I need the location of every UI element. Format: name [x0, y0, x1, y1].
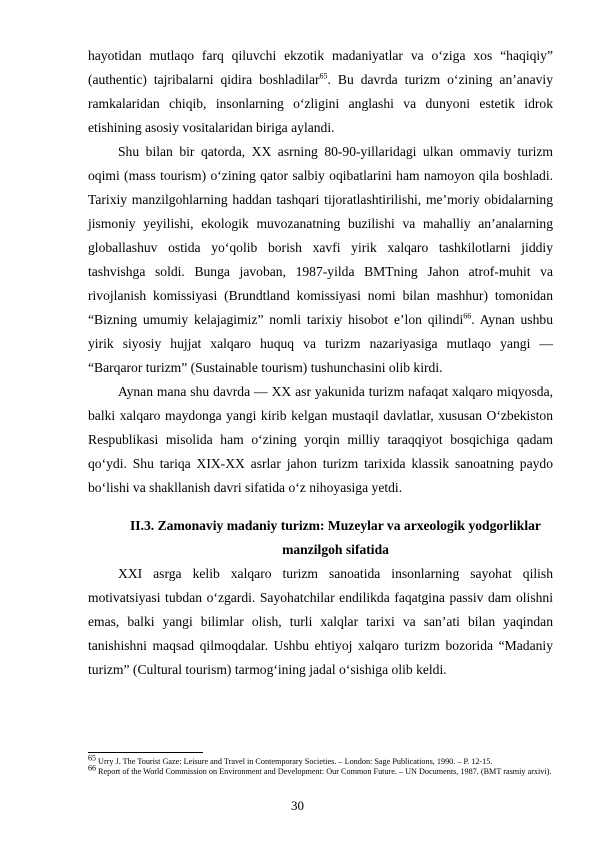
page-number: 30 [291, 798, 304, 813]
footnote-65 [88, 753, 553, 767]
footnote-divider [88, 752, 203, 753]
footnote-66-text: Report of the World Commission on Environment and Development: Our Common Future. – UN Documents, 1987. (BMT rasmiy arxivi). [98, 767, 552, 776]
spacer [88, 500, 553, 514]
paragraph-2-text-b: . Aynan ushbu yirik siyosiy hujjat xalqaro huquq va turizm nazariyasiga mutlaqo yangi — “Barqaror turizm” (Sustainable tourism) tushunchasini olib kirdi. [88, 312, 553, 375]
section-heading: II.3. Zamonaviy madaniy turizm: Muzeylar va arxeologik yodgorliklar manzilgoh sifatida [130, 518, 541, 557]
paragraph-3: Aynan mana shu davrda — XX asr yakunida turizm nafaqat xalqaro miqyosda, balki xalqaro maydonga yangi kirib kelgan mustaqil davlatlar, xususan O‘zbekiston Respublikasi misolida ham o‘zining yorqin milliy taraqqiyot bosqichiga qadam qo‘ydi. Shu tariqa XIX-XX asrlar jahon turizm tarixida klassik sanoatning paydo bo‘lishi va shakllanish davri sifatida o‘z nihoyasiga yetdi. [88, 384, 553, 495]
footnotes [88, 752, 553, 777]
paragraph-2 [88, 140, 553, 380]
footnote-65-number: 65 [88, 753, 96, 763]
paragraph-1-text-a: hayotidan mutlaqo farq qiluvchi ekzotik madaniyatlar va o‘ziga xos “haqiqiy” (authentic) tajribalarni qidira boshladilar [88, 48, 553, 87]
footnote-ref-66[interactable]: 66 [463, 311, 472, 321]
footnote-66 [88, 763, 553, 777]
paragraph-1-text-b: . Bu davrda turizm o‘zining an’anaviy ramkalaridan chiqib, insonlarning o‘zligini anglashi va dunyoni estetik idrok etishining asosiy vositalaridan biriga aylandi. [88, 72, 553, 135]
paragraph-1 [88, 44, 553, 140]
footnote-65-text: Urry J. The Tourist Gaze: Leisure and Travel in Contemporary Societies. – London: Sage Publications, 1990. – P. 12-15. [98, 757, 493, 766]
paragraph-2-text-a: Shu bilan bir qatorda, XX asrning 80-90-yillaridagi ulkan ommaviy turizm oqimi (mass tourism) o‘zining qator salbiy oqibatlarini ham namoyon qila boshladi. Tarixiy manzilgohlarning haddan tashqari tijoratlashtirilishi, me’moriy obidalarning jismoniy yeyilishi, ekologik muvozanatning buzilishi va mahalliy an’analarning globallashuv ostida yo‘qolib borish xavfi yirik xalqaro tashkilotlarni jiddiy tashvishga soldi. Bunga javoban, 1987-yilda BMTning Jahon atrof-muhit va rivojlanish komissiyasi (Brundtland komissiyasi nomi bilan mashhur) tomonidan “Bizning umumiy kelajagimiz” nomli tarixiy hisobot e’lon qilindi [88, 144, 553, 327]
footnote-ref-65[interactable]: 65 [319, 71, 328, 81]
paragraph-4: XXI asrga kelib xalqaro turizm sanoatida insonlarning sayohat qilish motivatsiyasi tubdan o‘zgardi. Sayohatchilar endilikda faqatgina passiv dam olishni emas, balki yangi bilimlar olish, turli xalqlar tarixi va san’ati bilan yaqindan tanishishni maqsad qilmoqdalar. Ushbu ehtiyoj xalqaro turizm bozorida “Madaniy turizm” (Cultural tourism) tarmog‘ining jadal o‘sishiga olib keldi. [88, 566, 553, 677]
page-body [88, 44, 553, 682]
footnote-66-number: 66 [88, 763, 96, 773]
